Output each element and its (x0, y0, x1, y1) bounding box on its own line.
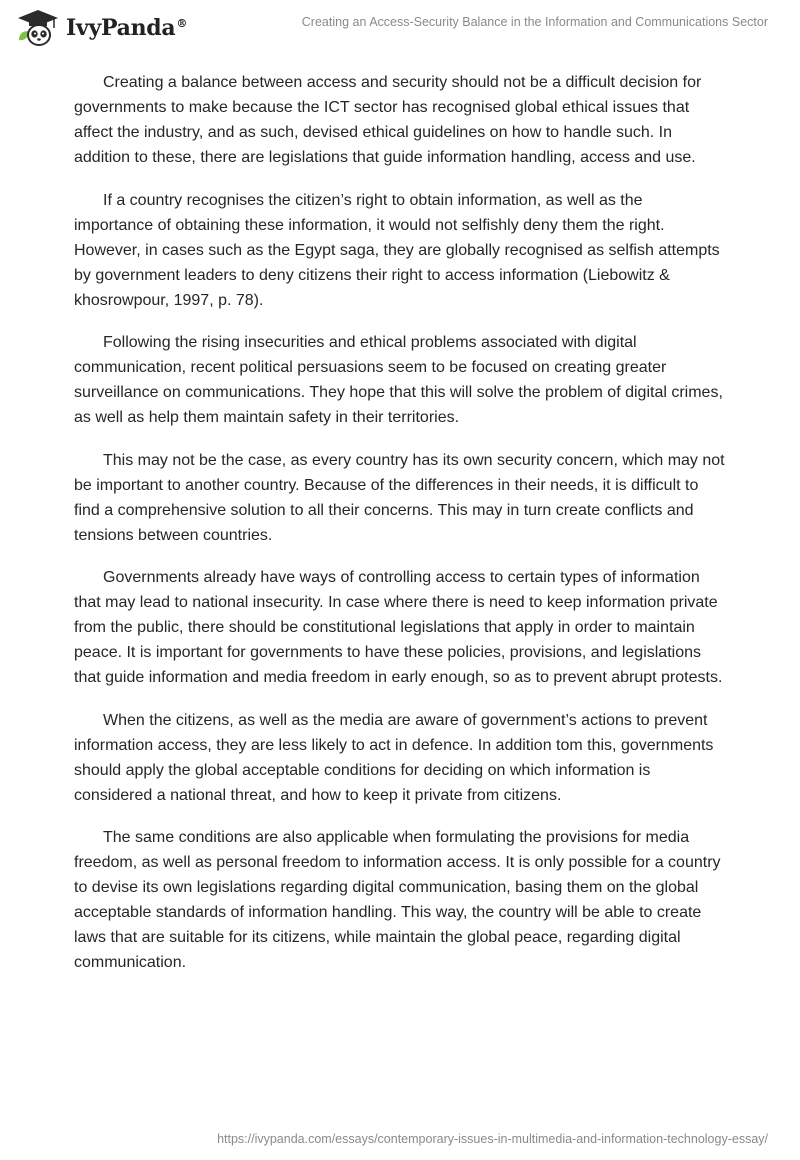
source-url[interactable]: https://ivypanda.com/essays/contemporary-issues-in-multimedia-and-information-technology-essay/ (217, 1132, 768, 1146)
paragraph: Governments already have ways of controlling access to certain types of information that may lead to national insecurity. In case where there is need to keep information private from the public, there should be constitutional legislations that apply in order to maintain peace. It is important for governments to have these policies, provisions, and legislations that guide information and media freedom in early enough, so as to prevent abrupt protests. (74, 569, 723, 686)
page-header (0, 0, 800, 60)
paragraph: Following the rising insecurities and ethical problems associated with digital communication, recent political persuasions seem to be focused on creating greater surveillance on communications. They hope that this will solve the problem of digital crimes, as well as help them maintain safety in their territories. (74, 334, 723, 426)
paragraph: The same conditions are also applicable when formulating the provisions for media freedom, as well as personal freedom to information access. It is only possible for a country to devise its own legislations regarding digital communication, basing them on the global acceptable standards of information handling. This way, the country will be able to create laws that are suitable for its citizens, while maintain the global peace, regarding digital communication. (74, 829, 721, 971)
paragraph: Creating a balance between access and security should not be a difficult decision for governments to make because the ICT sector has recognised global ethical issues that affect the industry, and as such, devised ethical guidelines on how to handle such. In addition to these, there are legislations that guide information handling, access and use. (74, 74, 702, 166)
document-title: Creating an Access-Security Balance in the Information and Communications Sector (301, 15, 768, 29)
paragraph: When the citizens, as well as the media are aware of government’s actions to prevent information access, they are less likely to act in defence. In addition tom this, governments should apply the global acceptable conditions for deciding on which information is considered a national threat, and how to keep it private from citizens. (74, 711, 714, 804)
logo[interactable] (16, 8, 187, 48)
brand-name: IvyPanda® (66, 15, 188, 41)
paragraph: This may not be the case, as every country has its own security concern, which may not be important to another country. Because of the differences in their needs, it is difficult to find a comprehensive solution to all their concerns. This may in turn create conflicts and tensions between countries. (74, 451, 725, 544)
panda-graduate-icon (16, 8, 60, 48)
paragraph: If a country recognises the citizen’s right to obtain information, as well as the importance of obtaining these information, it would not selfishly deny them the right. However, in cases such as the Egypt saga, they are globally recognised as selfish attempts by government leaders to deny citizens their right to access information (Liebowitz & khosrowpour, 1997, p. 78). (74, 191, 720, 309)
essay-body (74, 70, 726, 993)
